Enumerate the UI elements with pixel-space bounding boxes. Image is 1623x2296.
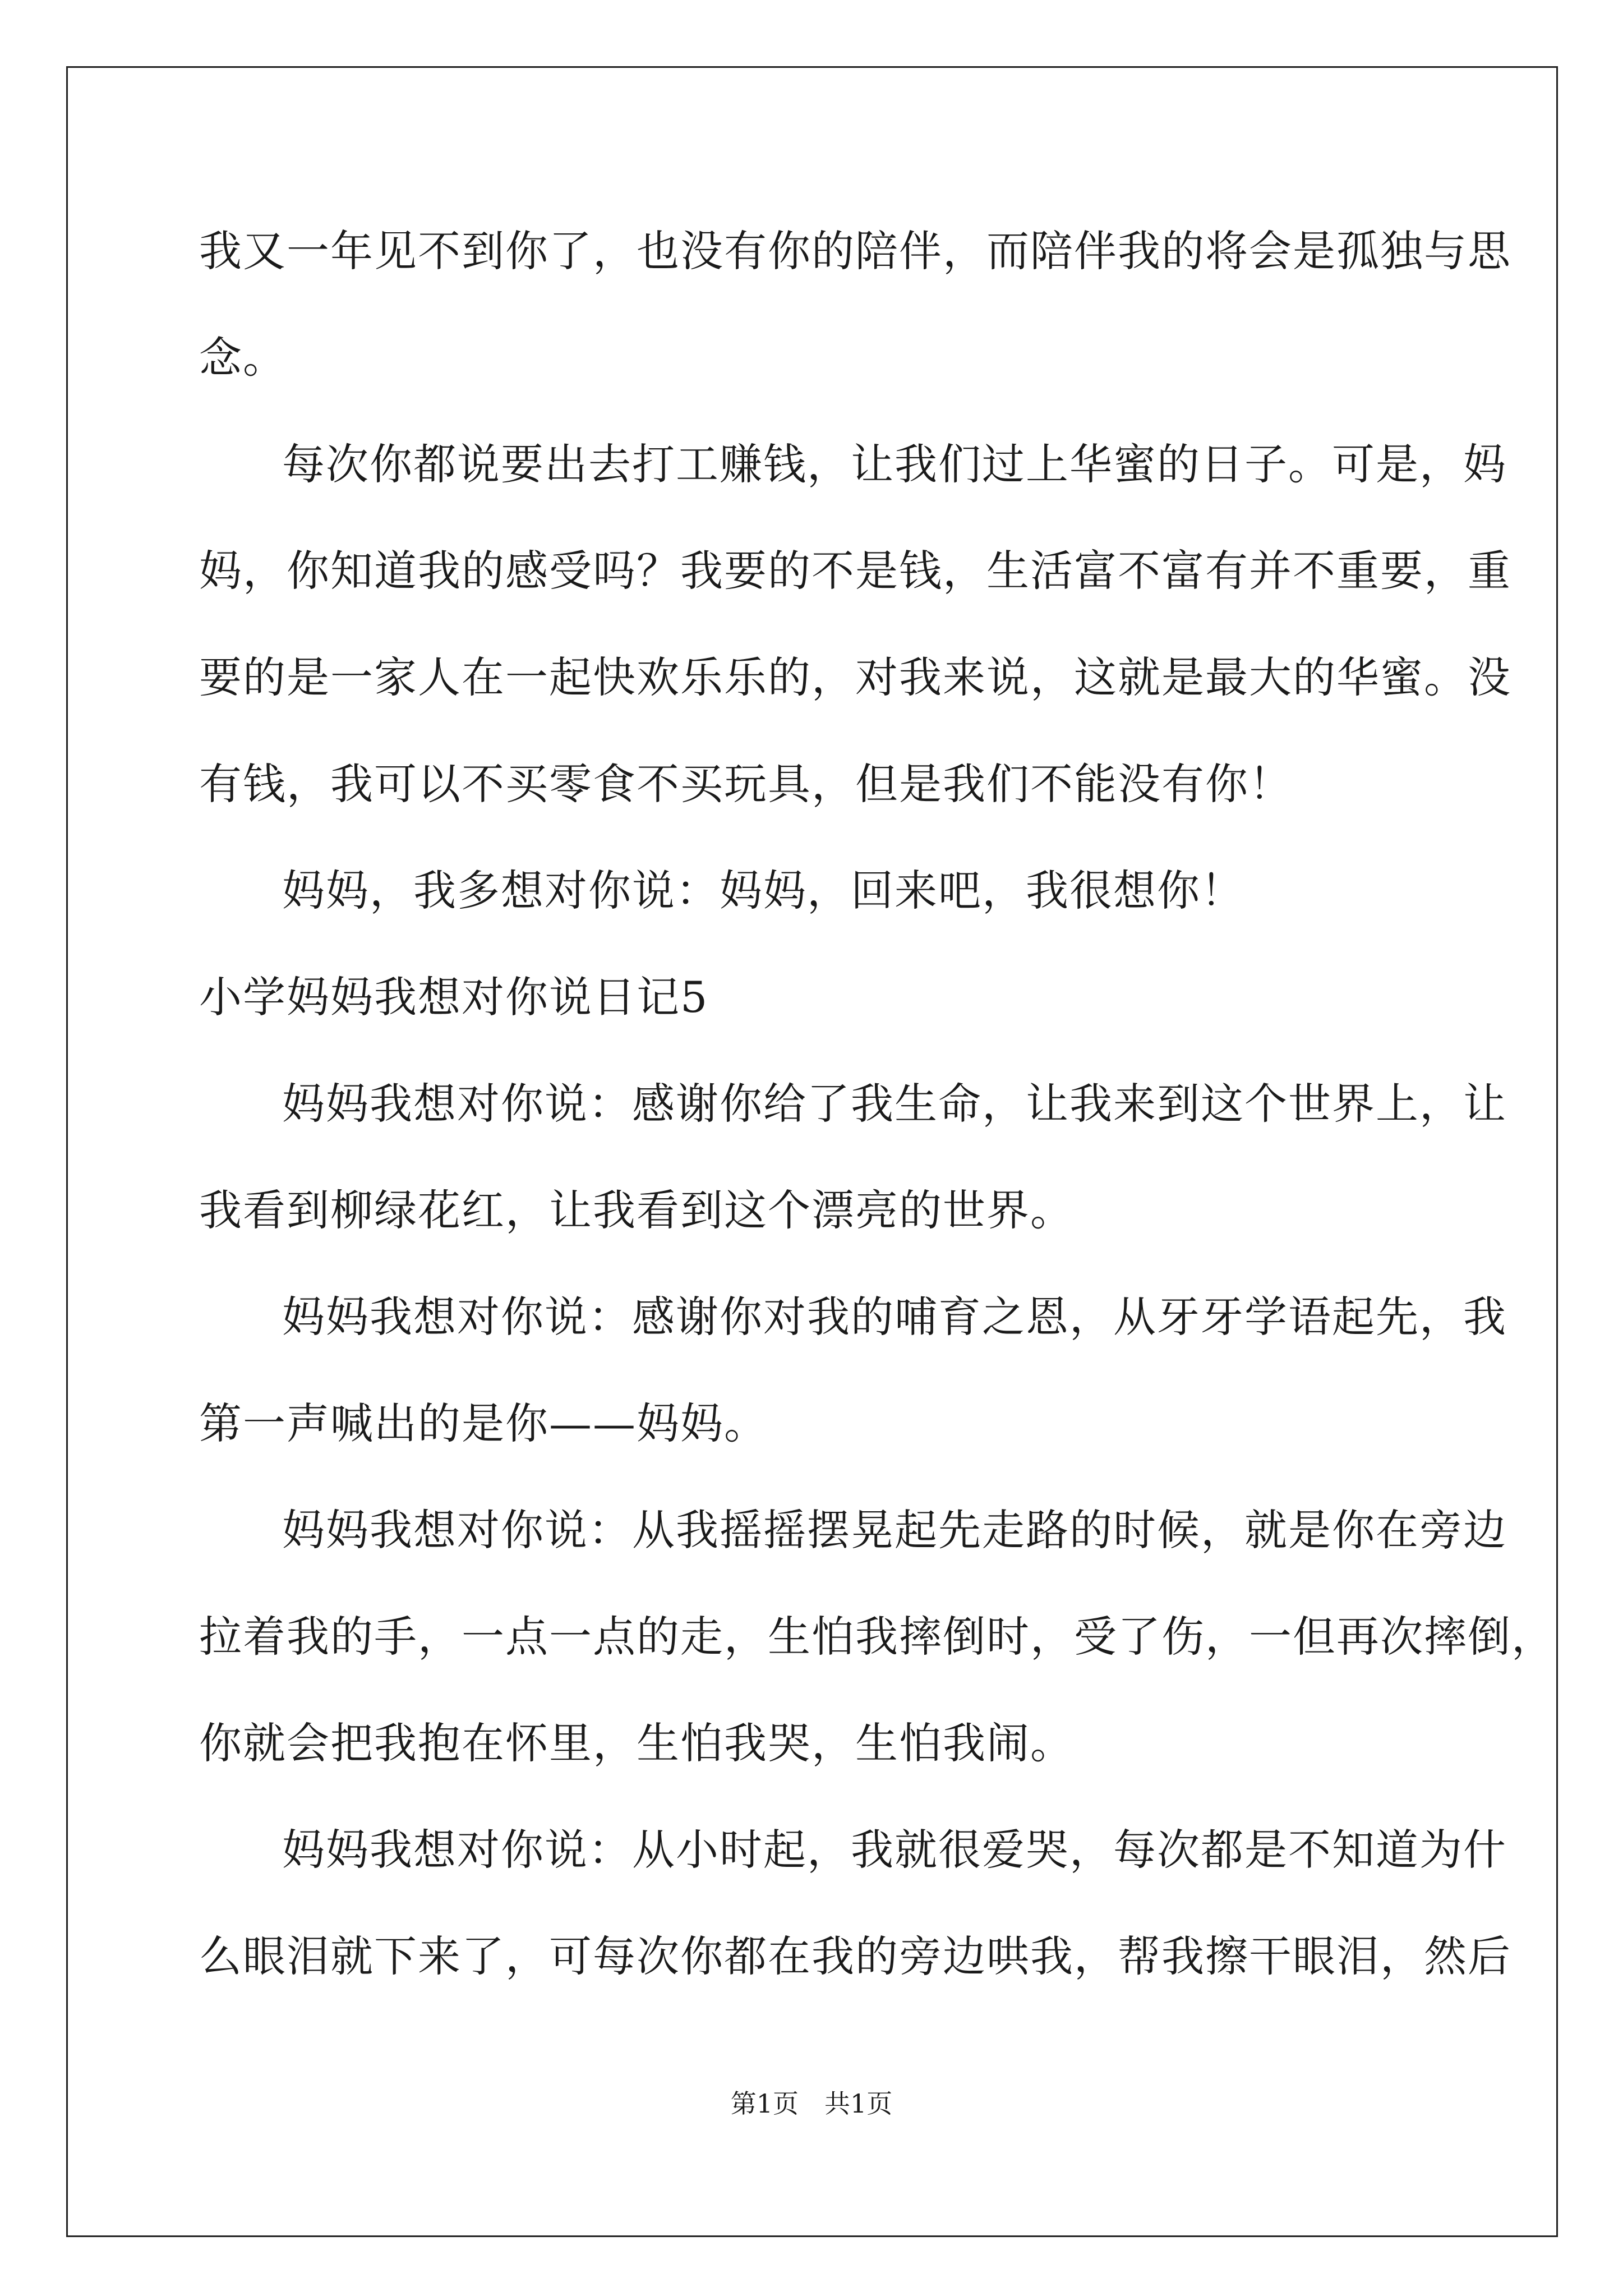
text-line: 念。 [199,333,287,383]
text-line: 我看到柳绿花红，让我看到这个漂亮的世界。 [199,1185,1074,1235]
paragraph-start-line: 妈妈我想对你说：感谢你给了我生命，让我来到这个世界上，让 [282,1079,1507,1129]
paragraph-start-line: 每次你都说要出去打工赚钱，让我们过上华蜜的日子。可是，妈 [282,439,1507,489]
paragraph-start-line: 妈妈，我多想对你说：妈妈，回来吧，我很想你！ [282,866,1244,915]
text-line: 要的是一家人在一起快欢乐乐的，对我来说，这就是最大的华蜜。没 [199,652,1511,702]
text-line: 有钱，我可以不买零食不买玩具，但是我们不能没有你！ [199,759,1293,809]
text-line: 么眼泪就下来了，可每次你都在我的旁边哄我，帮我擦干眼泪，然后 [199,1931,1511,1981]
text-line: 第一声喊出的是你——妈妈。 [199,1398,768,1448]
text-line: 妈，你知道我的感受吗？我要的不是钱，生活富不富有并不重要，重 [199,546,1511,596]
paragraph-start-line: 妈妈我想对你说：感谢你对我的哺育之恩，从牙牙学语起先，我 [282,1292,1507,1342]
text-line: 拉着我的手，一点一点的走，生怕我摔倒时，受了伤，一但再次摔倒， [199,1612,1555,1662]
page-number-footer: 第1页 共1页 [730,2088,893,2119]
paragraph-start-line: 妈妈我想对你说：从小时起，我就很爱哭，每次都是不知道为什 [282,1825,1507,1875]
text-line: 我又一年见不到你了，也没有你的陪伴，而陪伴我的将会是孤独与思 [199,226,1511,276]
text-line: 你就会把我抱在怀里，生怕我哭，生怕我闹。 [199,1718,1074,1768]
paragraph-start-line: 妈妈我想对你说：从我摇摇摆晃起先走路的时候，就是你在旁边 [282,1505,1507,1555]
section-heading: 小学妈妈我想对你说日记5 [199,972,709,1022]
document-body [199,219,1555,2031]
